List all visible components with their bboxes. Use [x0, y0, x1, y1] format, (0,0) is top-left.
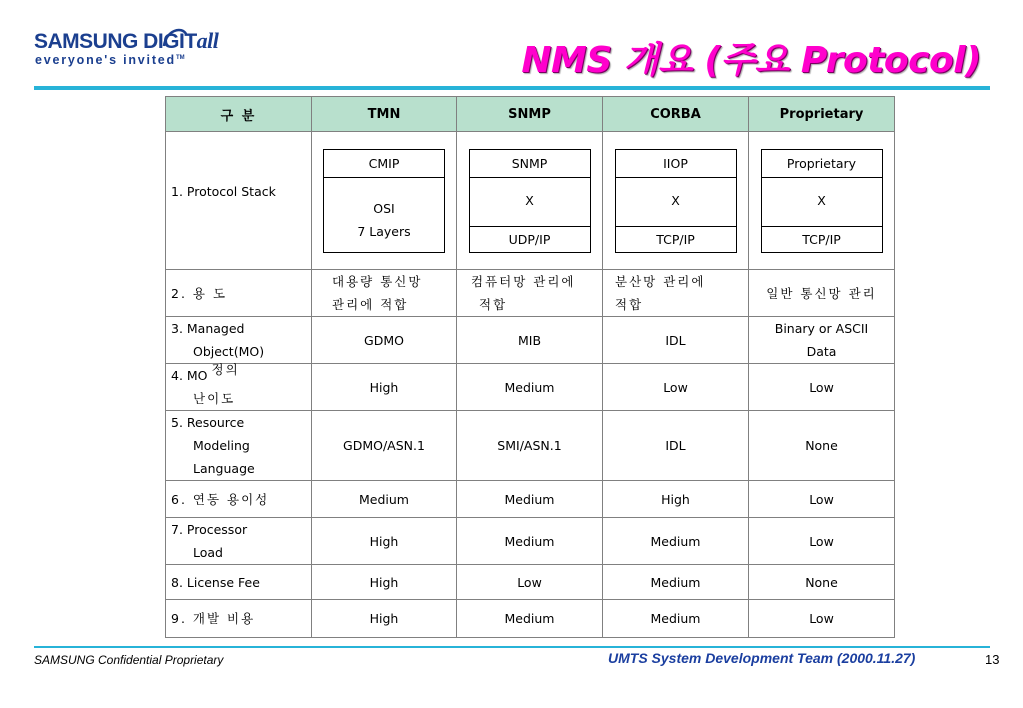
snmp-stack-diagram [469, 149, 591, 253]
tmn-interop-cell: Medium [312, 481, 457, 518]
tmn-difficulty-cell: High [312, 364, 457, 411]
logo-swoosh-icon [160, 24, 190, 54]
row-label-interop: 6. 연동 용이성 [166, 481, 312, 518]
row-label-managed-object: 3. Managed Object(MO) [166, 317, 312, 364]
snmp-stack-bottom: UDP/IP [470, 226, 590, 252]
logo-trademark: TM [175, 54, 185, 61]
logo-brand-suffix: all [196, 28, 219, 53]
proprietary-interop-cell: Low [749, 481, 895, 518]
tmn-stack-cell [312, 132, 457, 270]
logo-tagline-row [35, 53, 185, 67]
footer-divider [34, 646, 990, 648]
row-label-dev-cost: 9. 개발 비용 [166, 600, 312, 638]
proprietary-stack-top: Proprietary [762, 150, 882, 178]
header-proprietary: Proprietary [749, 97, 895, 132]
corba-cost-cell: Medium [603, 600, 749, 638]
proprietary-cost-cell: Low [749, 600, 895, 638]
corba-mo-cell: IDL [603, 317, 749, 364]
table-row [166, 600, 895, 638]
logo-tagline: everyone's invited [35, 53, 176, 67]
proprietary-mo-cell: Binary or ASCII Data [749, 317, 895, 364]
table-row [166, 364, 895, 411]
row-label-usage: 2. 용 도 [166, 270, 312, 317]
corba-stack-diagram [615, 149, 737, 253]
proprietary-modeling-cell: None [749, 411, 895, 481]
snmp-interop-cell: Medium [457, 481, 603, 518]
header-snmp: SNMP [457, 97, 603, 132]
snmp-stack-top: SNMP [470, 150, 590, 178]
corba-stack-mid: X [671, 192, 680, 208]
proprietary-license-cell: None [749, 565, 895, 600]
footer-team: UMTS System Development Team (2000.11.27) [608, 650, 916, 666]
table-row [166, 565, 895, 600]
corba-stack-top: IIOP [616, 150, 736, 178]
row-label-processor-load: 7. Processor Load [166, 518, 312, 565]
logo-wordmark [34, 28, 218, 54]
corba-load-cell: Medium [603, 518, 749, 565]
snmp-load-cell: Medium [457, 518, 603, 565]
corba-license-cell: Medium [603, 565, 749, 600]
row-label-protocol-stack: 1. Protocol Stack [166, 132, 312, 270]
corba-usage-cell: 분산망 관리에 적합 [603, 270, 749, 317]
corba-modeling-cell: IDL [603, 411, 749, 481]
proprietary-stack-bottom: TCP/IP [762, 226, 882, 252]
proprietary-stack-mid: X [817, 192, 826, 208]
row-label-resource-modeling: 5. Resource Modeling Language [166, 411, 312, 481]
corba-stack-cell [603, 132, 749, 270]
proprietary-usage-cell: 일반 통신망 관리 [749, 270, 895, 317]
corba-stack-bottom: TCP/IP [616, 226, 736, 252]
row-label-mo-difficulty: 4. MO 정의 난이도 [166, 364, 312, 411]
tmn-stack-top: CMIP [324, 150, 444, 178]
tmn-load-cell: High [312, 518, 457, 565]
snmp-stack-mid: X [525, 192, 534, 208]
corba-interop-cell: High [603, 481, 749, 518]
samsung-digitall-logo [34, 26, 219, 70]
corba-difficulty-cell: Low [603, 364, 749, 411]
proprietary-stack-cell [749, 132, 895, 270]
tmn-stack-layers: 7 Layers [357, 223, 411, 239]
tmn-modeling-cell: GDMO/ASN.1 [312, 411, 457, 481]
row-label-license-fee: 8. License Fee [166, 565, 312, 600]
tmn-cost-cell: High [312, 600, 457, 638]
snmp-stack-cell [457, 132, 603, 270]
snmp-modeling-cell: SMI/ASN.1 [457, 411, 603, 481]
table-row [166, 317, 895, 364]
tmn-license-cell: High [312, 565, 457, 600]
protocol-comparison-table [165, 96, 895, 638]
proprietary-load-cell: Low [749, 518, 895, 565]
proprietary-difficulty-cell: Low [749, 364, 895, 411]
proprietary-stack-diagram [761, 149, 883, 253]
snmp-mo-cell: MIB [457, 317, 603, 364]
tmn-usage-cell: 대용량 통신망 관리에 적합 [312, 270, 457, 317]
logo-brand: SAMSUNG DIGIT [34, 30, 197, 53]
slide-title: NMS 개요 (주요 Protocol) [521, 40, 981, 81]
header-divider [34, 86, 990, 90]
snmp-difficulty-cell: Medium [457, 364, 603, 411]
tmn-stack-osi: OSI [373, 200, 395, 216]
snmp-license-cell: Low [457, 565, 603, 600]
table-row [166, 132, 895, 270]
table-row [166, 481, 895, 518]
tmn-mo-cell: GDMO [312, 317, 457, 364]
page-number: 13 [985, 652, 1000, 667]
header-category: 구 분 [166, 97, 312, 132]
table-row [166, 270, 895, 317]
snmp-usage-cell: 컴퓨터망 관리에 적합 [457, 270, 603, 317]
header-corba: CORBA [603, 97, 749, 132]
footer-confidential: SAMSUNG Confidential Proprietary [34, 653, 224, 667]
table-header-row [166, 97, 895, 132]
snmp-cost-cell: Medium [457, 600, 603, 638]
header-tmn: TMN [312, 97, 457, 132]
tmn-stack-diagram [323, 149, 445, 253]
table-row [166, 411, 895, 481]
table-row [166, 518, 895, 565]
